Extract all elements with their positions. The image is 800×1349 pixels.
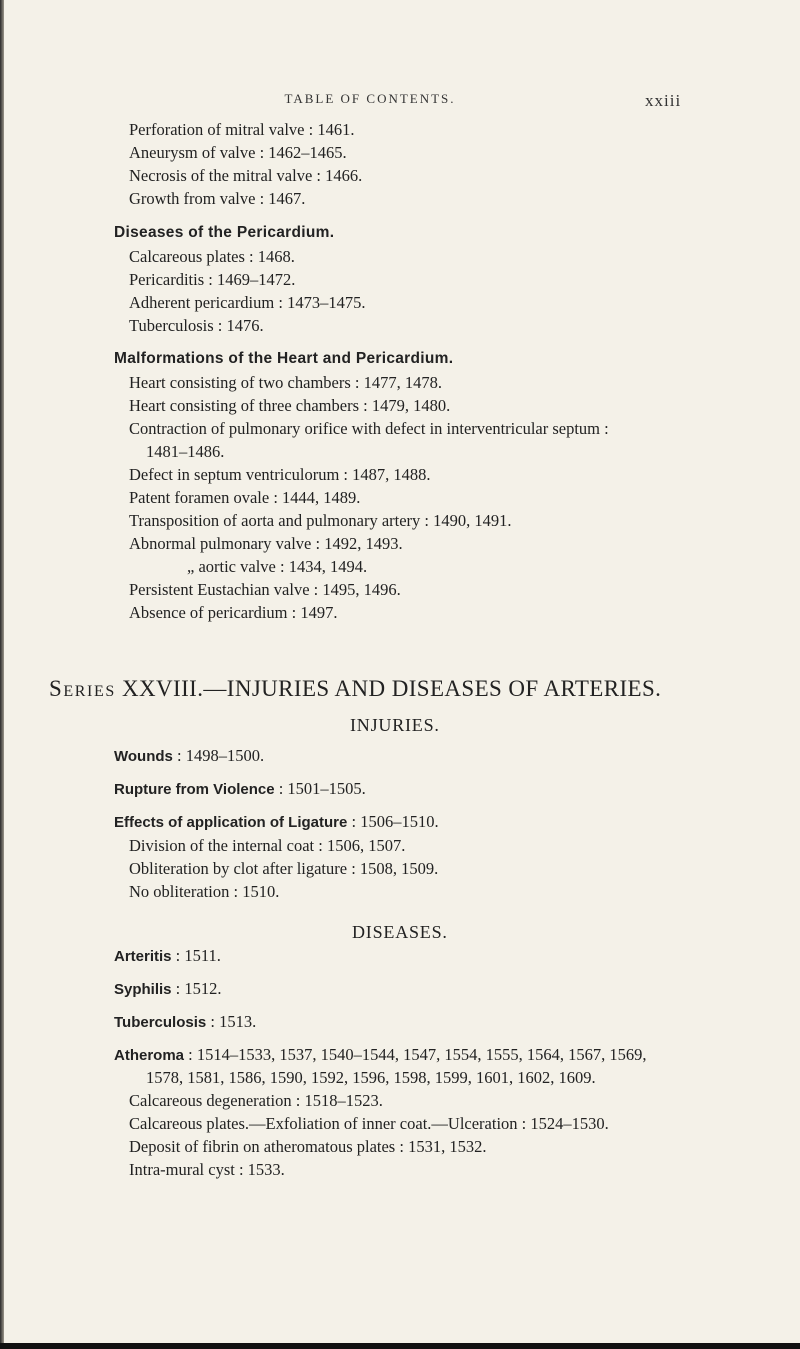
entry-label: Wounds bbox=[114, 748, 173, 765]
entry-label: Arteritis bbox=[114, 948, 172, 965]
list-item: Aneurysm of valve : 1462–1465. bbox=[129, 143, 347, 162]
list-item: Adherent pericardium : 1473–1475. bbox=[129, 293, 366, 312]
series-heading: XXVIII.—INJURIES AND DISEASES OF ARTERIES. bbox=[122, 676, 662, 701]
section-heading: Malformations of the Heart and Pericardium. bbox=[114, 350, 454, 367]
entry-label: Tuberculosis bbox=[114, 1014, 207, 1031]
entry-label: Syphilis bbox=[114, 981, 172, 998]
list-item bbox=[114, 1012, 256, 1033]
list-item: Absence of pericardium : 1497. bbox=[129, 603, 338, 622]
page-number: xxiii bbox=[645, 91, 682, 110]
injuries-heading: INJURIES. bbox=[350, 715, 440, 735]
entry-text: : 1514–1533, 1537, 1540–1544, 1547, 1554, 1555, 1564, 1567, 1569, bbox=[184, 1045, 647, 1064]
entry-text: : 1513. bbox=[206, 1012, 257, 1031]
list-item: No obliteration : 1510. bbox=[129, 882, 280, 901]
series-title bbox=[49, 676, 799, 702]
list-item bbox=[114, 812, 439, 833]
list-item: Necrosis of the mitral valve : 1466. bbox=[129, 166, 363, 185]
running-head bbox=[0, 91, 800, 111]
list-item: Persistent Eustachian valve : 1495, 1496. bbox=[129, 580, 401, 599]
list-item: Pericarditis : 1469–1472. bbox=[129, 270, 296, 289]
entry-label: Rupture from Violence bbox=[114, 781, 275, 798]
list-item: Contraction of pulmonary orifice with defect in interventricular septum : bbox=[129, 419, 609, 438]
list-item: „ aortic valve : 1434, 1494. bbox=[187, 557, 368, 576]
entry-label: Effects of application of Ligature bbox=[114, 814, 348, 831]
list-item: Calcareous plates.—Exfoliation of inner coat.—Ulceration : 1524–1530. bbox=[129, 1114, 609, 1133]
list-item: Heart consisting of three chambers : 1479, 1480. bbox=[129, 396, 451, 415]
entry-text: : 1512. bbox=[171, 979, 222, 998]
entry-text: : 1511. bbox=[171, 946, 221, 965]
list-item: Calcareous degeneration : 1518–1523. bbox=[129, 1091, 383, 1110]
list-item bbox=[114, 946, 221, 967]
list-item-continuation: 1578, 1581, 1586, 1590, 1592, 1596, 1598, 1599, 1601, 1602, 1609. bbox=[146, 1068, 596, 1087]
diseases-heading: DISEASES. bbox=[352, 922, 448, 942]
list-item: Growth from valve : 1467. bbox=[129, 189, 306, 208]
section-heading: Diseases of the Pericardium. bbox=[114, 224, 335, 241]
list-item bbox=[114, 1045, 646, 1066]
entry-label: Atheroma bbox=[114, 1047, 185, 1064]
page-binding-edge bbox=[0, 0, 4, 1349]
list-item: Deposit of fibrin on atheromatous plates : 1531, 1532. bbox=[129, 1137, 487, 1156]
list-item bbox=[114, 746, 264, 767]
list-item: Calcareous plates : 1468. bbox=[129, 247, 295, 266]
list-item: Tuberculosis : 1476. bbox=[129, 316, 264, 335]
list-item: Defect in septum ventriculorum : 1487, 1488. bbox=[129, 465, 431, 484]
list-item: Perforation of mitral valve : 1461. bbox=[129, 120, 355, 139]
running-head-title: TABLE OF CONTENTS. bbox=[284, 91, 456, 106]
entry-text: : 1506–1510. bbox=[347, 812, 439, 831]
list-item: Obliteration by clot after ligature : 1508, 1509. bbox=[129, 859, 439, 878]
list-item: Intra-mural cyst : 1533. bbox=[129, 1160, 285, 1179]
list-item bbox=[114, 779, 366, 800]
list-item: Division of the internal coat : 1506, 1507. bbox=[129, 836, 406, 855]
list-item: Heart consisting of two chambers : 1477, 1478. bbox=[129, 373, 442, 392]
list-item: Abnormal pulmonary valve : 1492, 1493. bbox=[129, 534, 403, 553]
entry-text: : 1501–1505. bbox=[274, 779, 366, 798]
page-bottom-edge bbox=[0, 1343, 800, 1349]
list-item: Patent foramen ovale : 1444, 1489. bbox=[129, 488, 361, 507]
series-label: Series bbox=[49, 676, 116, 701]
entry-text: : 1498–1500. bbox=[172, 746, 265, 765]
list-item: Transposition of aorta and pulmonary artery : 1490, 1491. bbox=[129, 511, 512, 530]
list-item bbox=[114, 979, 222, 1000]
list-item-continuation: 1481–1486. bbox=[146, 442, 225, 461]
